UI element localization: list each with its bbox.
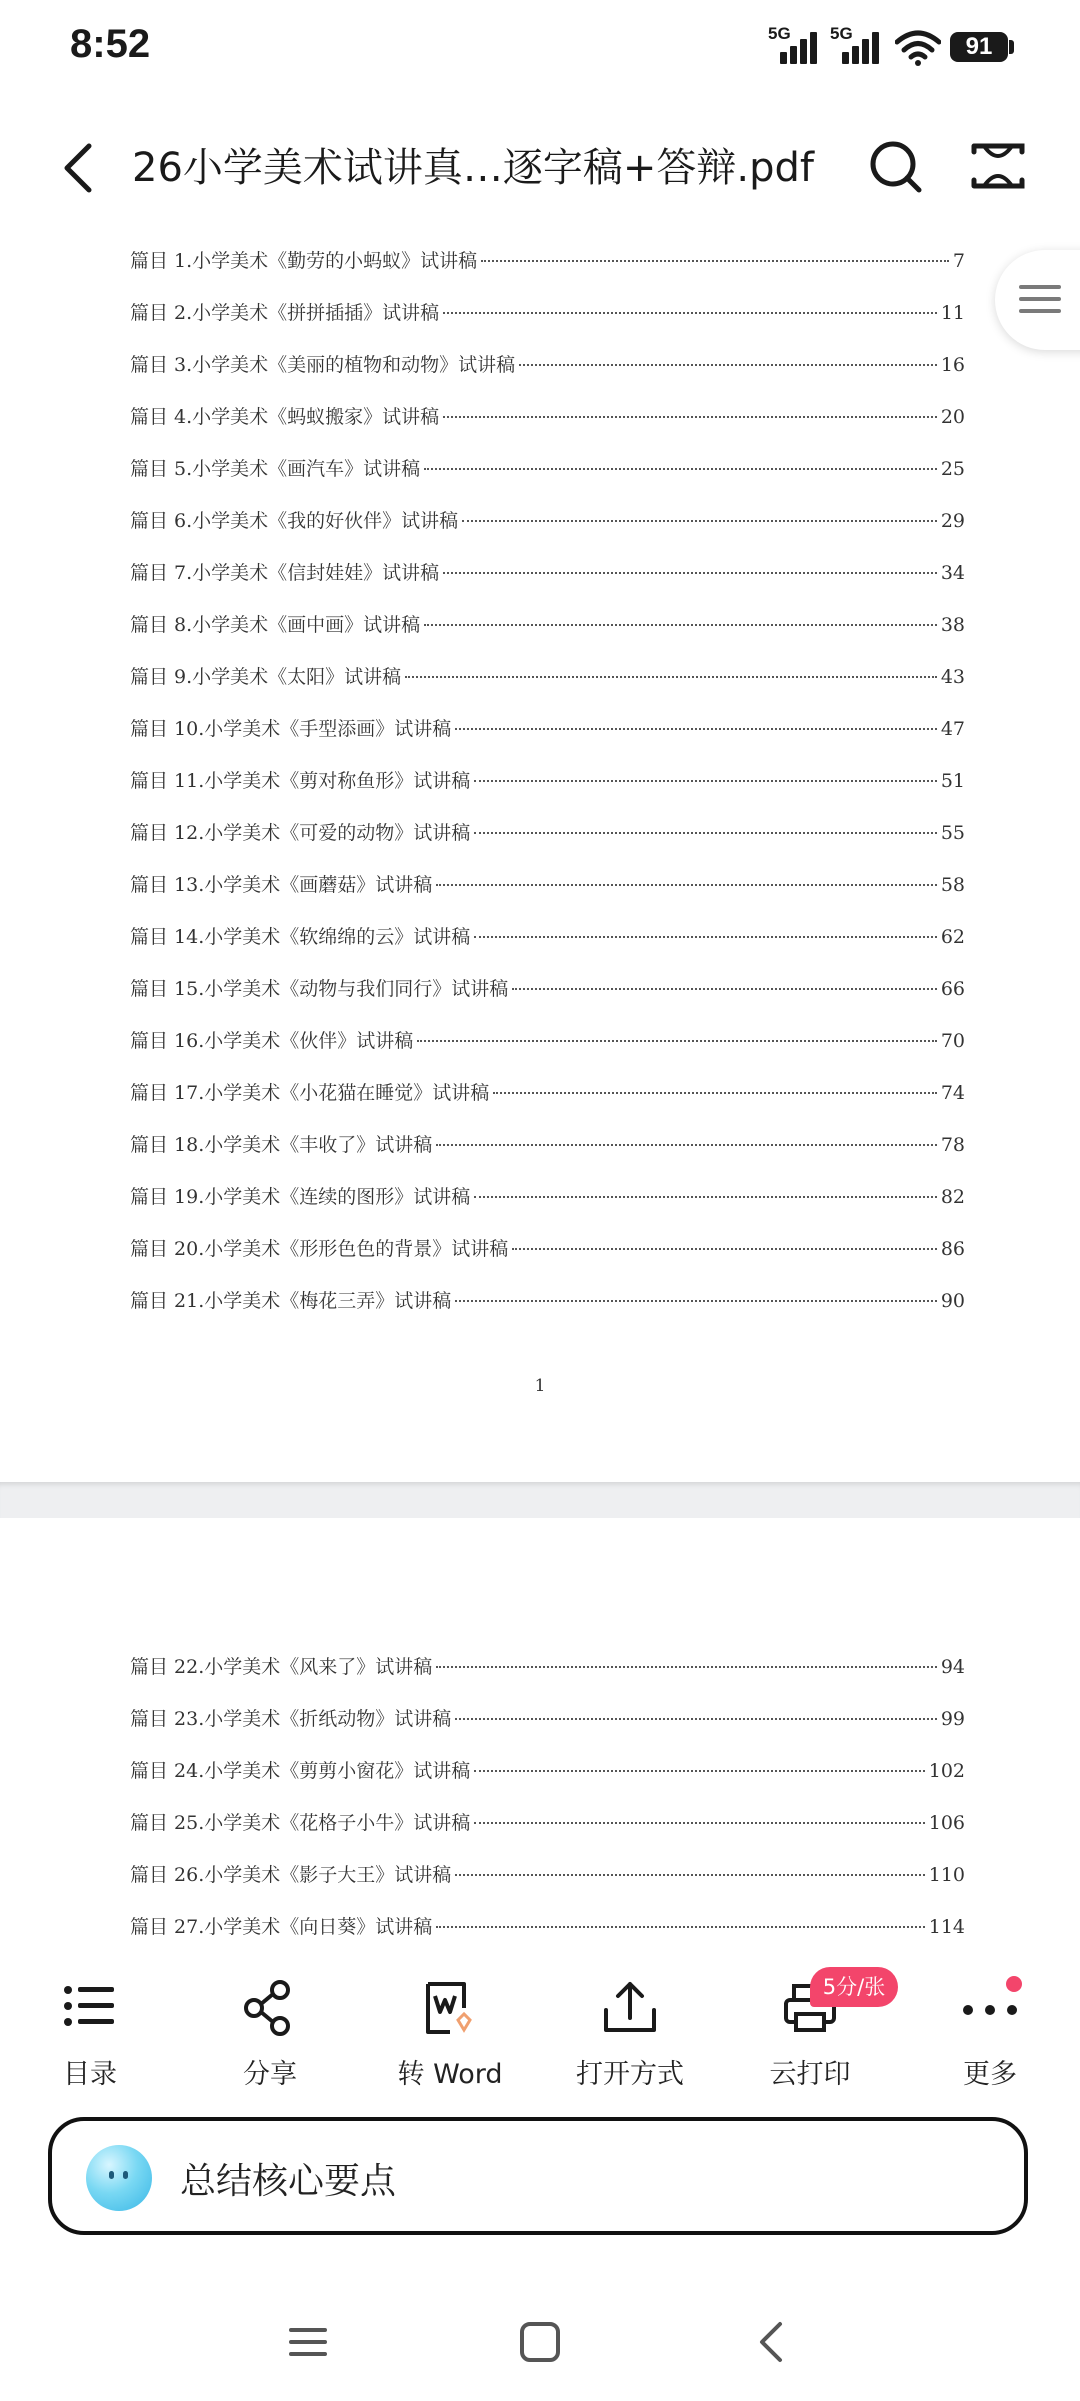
- toc-entry-title: 篇目 27.小学美术《向日葵》试讲稿: [130, 1916, 433, 1938]
- toc-entry-title: 篇目 24.小学美术《剪剪小窗花》试讲稿: [130, 1760, 471, 1782]
- chevron-left-icon[interactable]: [55, 138, 105, 198]
- toc-entry[interactable]: [130, 350, 965, 390]
- toc-entry-title: 篇目 11.小学美术《剪对称鱼形》试讲稿: [130, 770, 471, 792]
- toc-entry[interactable]: [130, 298, 965, 338]
- toc-entry-title: 篇目 5.小学美术《画汽车》试讲稿: [130, 458, 421, 480]
- toc-entry-title: 篇目 17.小学美术《小花猫在睡觉》试讲稿: [130, 1082, 490, 1104]
- toc-entry[interactable]: [130, 974, 965, 1014]
- toc-entry-page: 34: [940, 562, 965, 584]
- toc-entry-title: 篇目 18.小学美术《丰收了》试讲稿: [130, 1134, 433, 1156]
- status-bar: [0, 0, 1080, 96]
- ai-summary-bar[interactable]: [48, 2117, 1028, 2235]
- toolbar-label: 目录: [63, 2059, 117, 2090]
- toc-entry-page: 110: [928, 1864, 965, 1886]
- toc-leader-dots: [474, 1196, 937, 1198]
- toc-entry-page: 58: [940, 874, 965, 896]
- toc-entry[interactable]: [130, 610, 965, 650]
- toc-leader-dots: [474, 1770, 924, 1772]
- toolbar-item-word[interactable]: [375, 1950, 525, 2100]
- toc-entry-title: 篇目 12.小学美术《可爱的动物》试讲稿: [130, 822, 471, 844]
- toc-entry[interactable]: [130, 558, 965, 598]
- toc-entry-title: 篇目 7.小学美术《信封娃娃》试讲稿: [130, 562, 440, 584]
- toolbar-item-open-with[interactable]: [555, 1950, 705, 2100]
- toc-entry-page: 16: [940, 354, 965, 376]
- toc-leader-dots: [436, 1926, 924, 1928]
- battery-tip: [1009, 40, 1014, 54]
- toc-leader-dots: [512, 988, 937, 990]
- toc-entry-title: 篇目 1.小学美术《勤劳的小蚂蚁》试讲稿: [130, 250, 478, 272]
- toc-entry[interactable]: [130, 402, 965, 442]
- toc-entry[interactable]: [130, 1704, 965, 1744]
- toc-entry-page: 29: [940, 510, 965, 532]
- toc-leader-dots: [455, 1300, 937, 1302]
- toc-entry-page: 51: [940, 770, 965, 792]
- toc-entry-page: 66: [940, 978, 965, 1000]
- toolbar-label: 分享: [243, 2059, 297, 2090]
- toc-entry-page: 70: [940, 1030, 965, 1052]
- toc-entry[interactable]: [130, 1286, 965, 1326]
- toc-entry-title: 篇目 22.小学美术《风来了》试讲稿: [130, 1656, 433, 1678]
- toc-entry[interactable]: [130, 506, 965, 546]
- print-price-badge: 5分/张: [810, 1967, 898, 2007]
- toc-entry-page: 102: [928, 1760, 965, 1782]
- toc-entry-title: 篇目 9.小学美术《太阳》试讲稿: [130, 666, 402, 688]
- toc-leader-dots: [455, 1874, 924, 1876]
- toc-entry-page: 86: [940, 1238, 965, 1260]
- toc-entry-page: 82: [940, 1186, 965, 1208]
- search-icon[interactable]: [865, 136, 925, 196]
- toc-entry-title: 篇目 25.小学美术《花格子小牛》试讲稿: [130, 1812, 471, 1834]
- share-icon: [240, 1978, 300, 2038]
- toc-entry[interactable]: [130, 766, 965, 806]
- toc-entry[interactable]: [130, 1078, 965, 1118]
- page-separator: [0, 1482, 1080, 1518]
- toc-leader-dots: [481, 260, 949, 262]
- toc-entry-title: 篇目 8.小学美术《画中画》试讲稿: [130, 614, 421, 636]
- toc-entry[interactable]: [130, 1026, 965, 1066]
- toc-leader-dots: [474, 1822, 924, 1824]
- toc-entry[interactable]: [130, 1182, 965, 1222]
- toc-entry-title: 篇目 19.小学美术《连续的图形》试讲稿: [130, 1186, 471, 1208]
- notification-dot: [1006, 1976, 1022, 1992]
- toc-entry[interactable]: [130, 714, 965, 754]
- toc-entry[interactable]: [130, 1808, 965, 1848]
- toc-entry[interactable]: [130, 454, 965, 494]
- toc-leader-dots: [436, 1144, 937, 1146]
- toolbar-label: 打开方式: [576, 2059, 684, 2090]
- toc-entry-page: 99: [940, 1708, 965, 1730]
- toc-leader-dots: [436, 1666, 937, 1668]
- fullscreen-icon[interactable]: [970, 138, 1026, 194]
- toc-entry-title: 篇目 3.小学美术《美丽的植物和动物》试讲稿: [130, 354, 516, 376]
- toc-entry[interactable]: [130, 246, 965, 286]
- toc-entry-title: 篇目 10.小学美术《手型添画》试讲稿: [130, 718, 452, 740]
- battery-icon: 91: [950, 32, 1008, 62]
- signal-icon-1: 5G: [768, 24, 826, 64]
- system-nav-bar: [0, 2290, 1080, 2401]
- toc-entry-title: 篇目 16.小学美术《伙伴》试讲稿: [130, 1030, 414, 1052]
- toc-entry-page: 7: [952, 250, 965, 272]
- toolbar-label: 转 Word: [397, 2059, 503, 2090]
- toc-entry-page: 114: [928, 1916, 965, 1938]
- toc-leader-dots: [474, 780, 937, 782]
- toc-entry[interactable]: [130, 662, 965, 702]
- ai-summary-prompt: 总结核心要点: [180, 2161, 397, 2202]
- back-icon[interactable]: [748, 2318, 798, 2368]
- toc-entry-page: 106: [928, 1812, 965, 1834]
- toc-leader-dots: [443, 572, 937, 574]
- toc-leader-dots: [424, 468, 937, 470]
- toolbar-item-share[interactable]: [195, 1950, 345, 2100]
- toc-entry-title: 篇目 26.小学美术《影子大王》试讲稿: [130, 1864, 452, 1886]
- toc-entry-page: 62: [940, 926, 965, 948]
- toolbar-item-toc[interactable]: [15, 1950, 165, 2100]
- toc-entry-title: 篇目 4.小学美术《蚂蚁搬家》试讲稿: [130, 406, 440, 428]
- hamburger-icon: [1017, 275, 1067, 325]
- toc-entry-title: 篇目 21.小学美术《梅花三弄》试讲稿: [130, 1290, 452, 1312]
- title-bar: [0, 110, 1080, 220]
- toc-entry[interactable]: [130, 1756, 965, 1796]
- toc-entry[interactable]: [130, 1912, 965, 1952]
- toc-entry[interactable]: [130, 1860, 965, 1900]
- toc-leader-dots: [436, 884, 937, 886]
- toc-entry-page: 38: [940, 614, 965, 636]
- toc-leader-dots: [443, 416, 937, 418]
- page-number: 1: [534, 1376, 546, 1396]
- signal-icon-2: 5G: [830, 24, 888, 64]
- toc-entry[interactable]: [130, 1130, 965, 1170]
- toc-entry-page: 47: [940, 718, 965, 740]
- toc-entry-title: 篇目 6.小学美术《我的好伙伴》试讲稿: [130, 510, 459, 532]
- toc-entry-page: 43: [940, 666, 965, 688]
- bottom-toolbar: [0, 1950, 1080, 2100]
- wifi-icon: [895, 30, 941, 66]
- menu-icon[interactable]: [285, 2318, 335, 2368]
- document-title: 26小学美术试讲真…逐字稿+答辩.pdf: [132, 145, 814, 191]
- toc-leader-dots: [455, 1718, 937, 1720]
- word-convert-icon: [420, 1978, 480, 2038]
- toc-entry-page: 94: [940, 1656, 965, 1678]
- upload-icon: [600, 1978, 660, 2038]
- toc-entry-page: 11: [940, 302, 965, 324]
- toc-leader-dots: [474, 832, 937, 834]
- toc-entry[interactable]: [130, 922, 965, 962]
- toolbar-label: 更多: [963, 2059, 1017, 2090]
- toc-leader-dots: [443, 312, 937, 314]
- toc-leader-dots: [455, 728, 937, 730]
- toc-leader-dots: [417, 1040, 937, 1042]
- toc-leader-dots: [462, 520, 937, 522]
- toc-entry-title: 篇目 15.小学美术《动物与我们同行》试讲稿: [130, 978, 509, 1000]
- toc-entry[interactable]: [130, 818, 965, 858]
- toc-entry[interactable]: [130, 1234, 965, 1274]
- toc-entry[interactable]: [130, 1652, 965, 1692]
- toc-leader-dots: [519, 364, 937, 366]
- toc-entry-page: 78: [940, 1134, 965, 1156]
- toc-entry-title: 篇目 13.小学美术《画蘑菇》试讲稿: [130, 874, 433, 896]
- list-icon: [60, 1978, 120, 2038]
- toc-entry-page: 25: [940, 458, 965, 480]
- toc-leader-dots: [493, 1092, 937, 1094]
- toc-leader-dots: [512, 1248, 937, 1250]
- toc-entry-page: 20: [940, 406, 965, 428]
- toc-entry-title: 篇目 14.小学美术《软绵绵的云》试讲稿: [130, 926, 471, 948]
- toc-entry-page: 55: [940, 822, 965, 844]
- toc-entry[interactable]: [130, 870, 965, 910]
- pdf-page-1[interactable]: [0, 230, 1080, 1480]
- status-time: 8:52: [70, 22, 151, 66]
- toc-leader-dots: [405, 676, 937, 678]
- toc-leader-dots: [474, 936, 937, 938]
- toc-entry-title: 篇目 23.小学美术《折纸动物》试讲稿: [130, 1708, 452, 1730]
- toc-entry-title: 篇目 20.小学美术《形形色色的背景》试讲稿: [130, 1238, 509, 1260]
- toc-entry-page: 90: [940, 1290, 965, 1312]
- home-icon[interactable]: [516, 2318, 566, 2368]
- toolbar-item-more[interactable]: [915, 1950, 1065, 2100]
- toc-leader-dots: [424, 624, 937, 626]
- toc-entry-title: 篇目 2.小学美术《拼拼插插》试讲稿: [130, 302, 440, 324]
- pdf-page-2[interactable]: [0, 1518, 1080, 1988]
- ai-assistant-avatar-icon: [86, 2145, 152, 2211]
- toc-entry-page: 74: [940, 1082, 965, 1104]
- toolbar-label: 云打印: [769, 2059, 851, 2090]
